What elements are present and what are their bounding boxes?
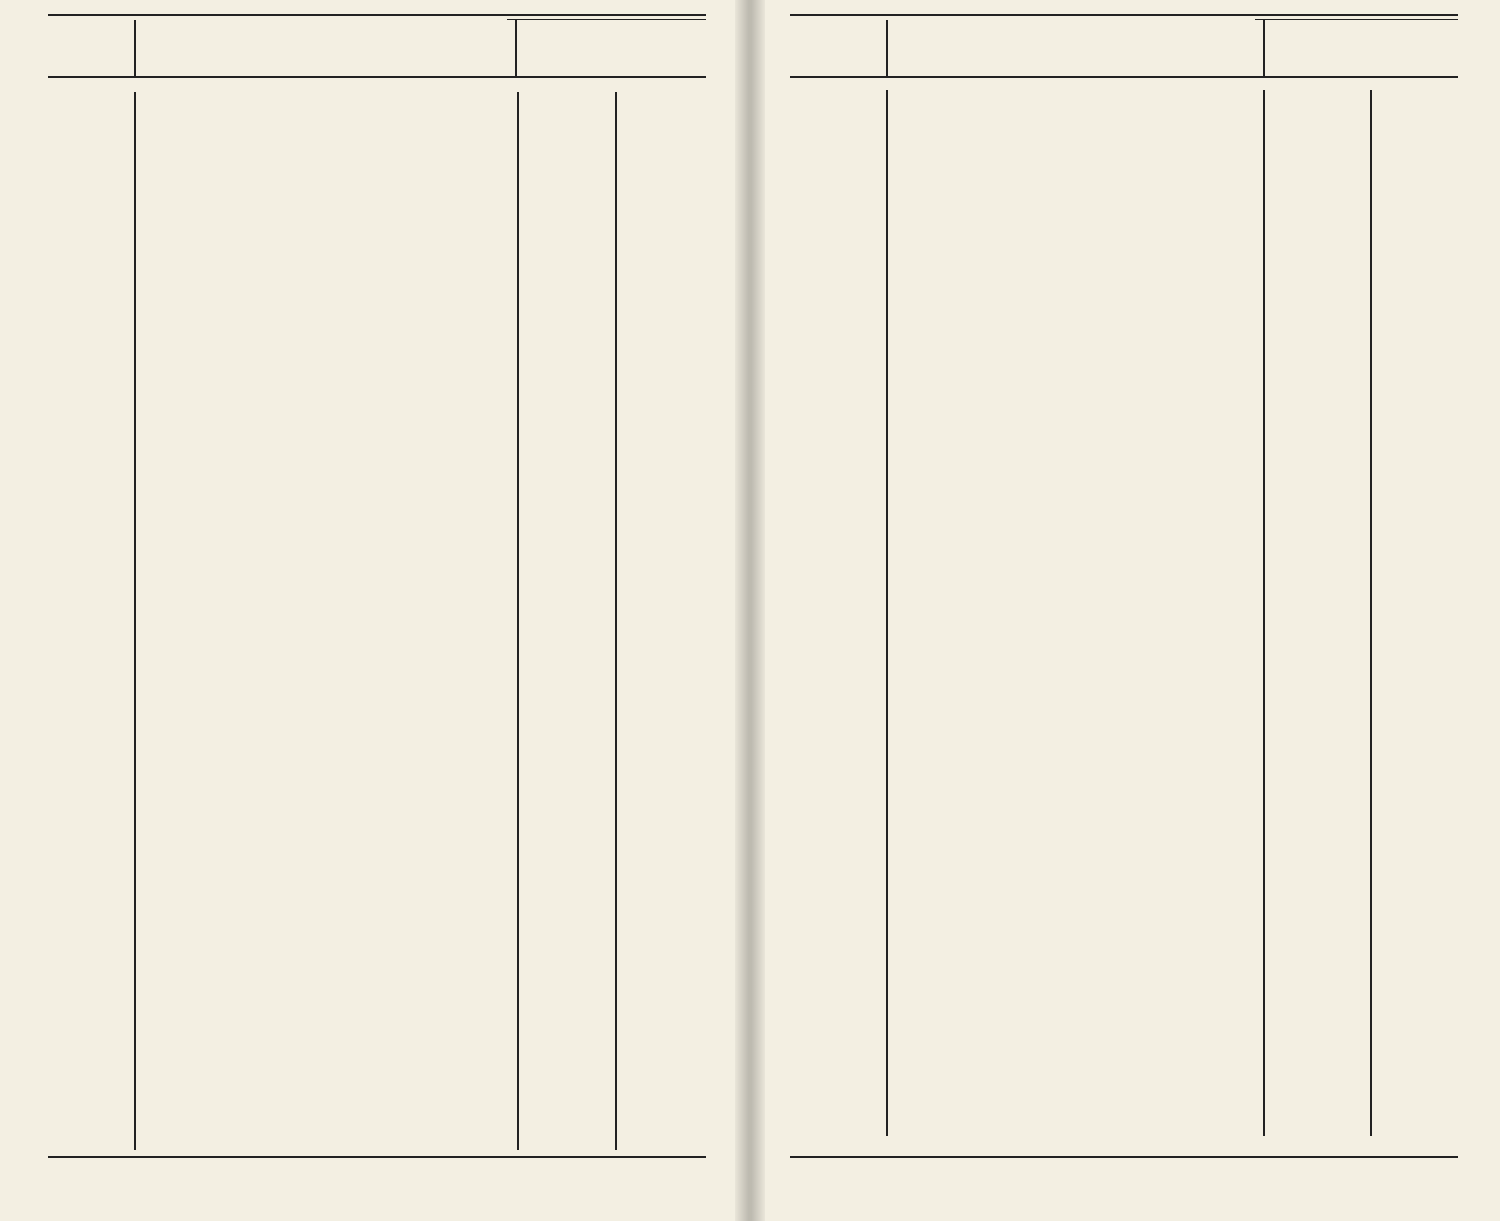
footer-rule xyxy=(48,1156,706,1158)
header-bottom-rule xyxy=(48,76,706,78)
header-divider-1 xyxy=(134,20,136,76)
right-page xyxy=(758,0,1500,1221)
body-divider-rand xyxy=(1370,90,1372,1136)
left-page xyxy=(0,0,745,1221)
body-divider-rand xyxy=(615,92,617,1150)
header-top-rule-2 xyxy=(507,19,706,20)
body-divider-article xyxy=(886,90,888,1136)
body-divider-article xyxy=(134,92,136,1150)
header-top-rule xyxy=(48,14,706,16)
header-divider-2 xyxy=(515,20,517,76)
body-divider-sterling xyxy=(1263,90,1265,1136)
body-divider-sterling xyxy=(517,92,519,1150)
footer-rule xyxy=(790,1156,1458,1158)
header-divider-2 xyxy=(1263,20,1265,76)
header-bottom-rule xyxy=(790,76,1458,78)
header-top-rule-2 xyxy=(1255,19,1458,20)
header-divider-1 xyxy=(886,20,888,76)
header-top-rule xyxy=(790,14,1458,16)
